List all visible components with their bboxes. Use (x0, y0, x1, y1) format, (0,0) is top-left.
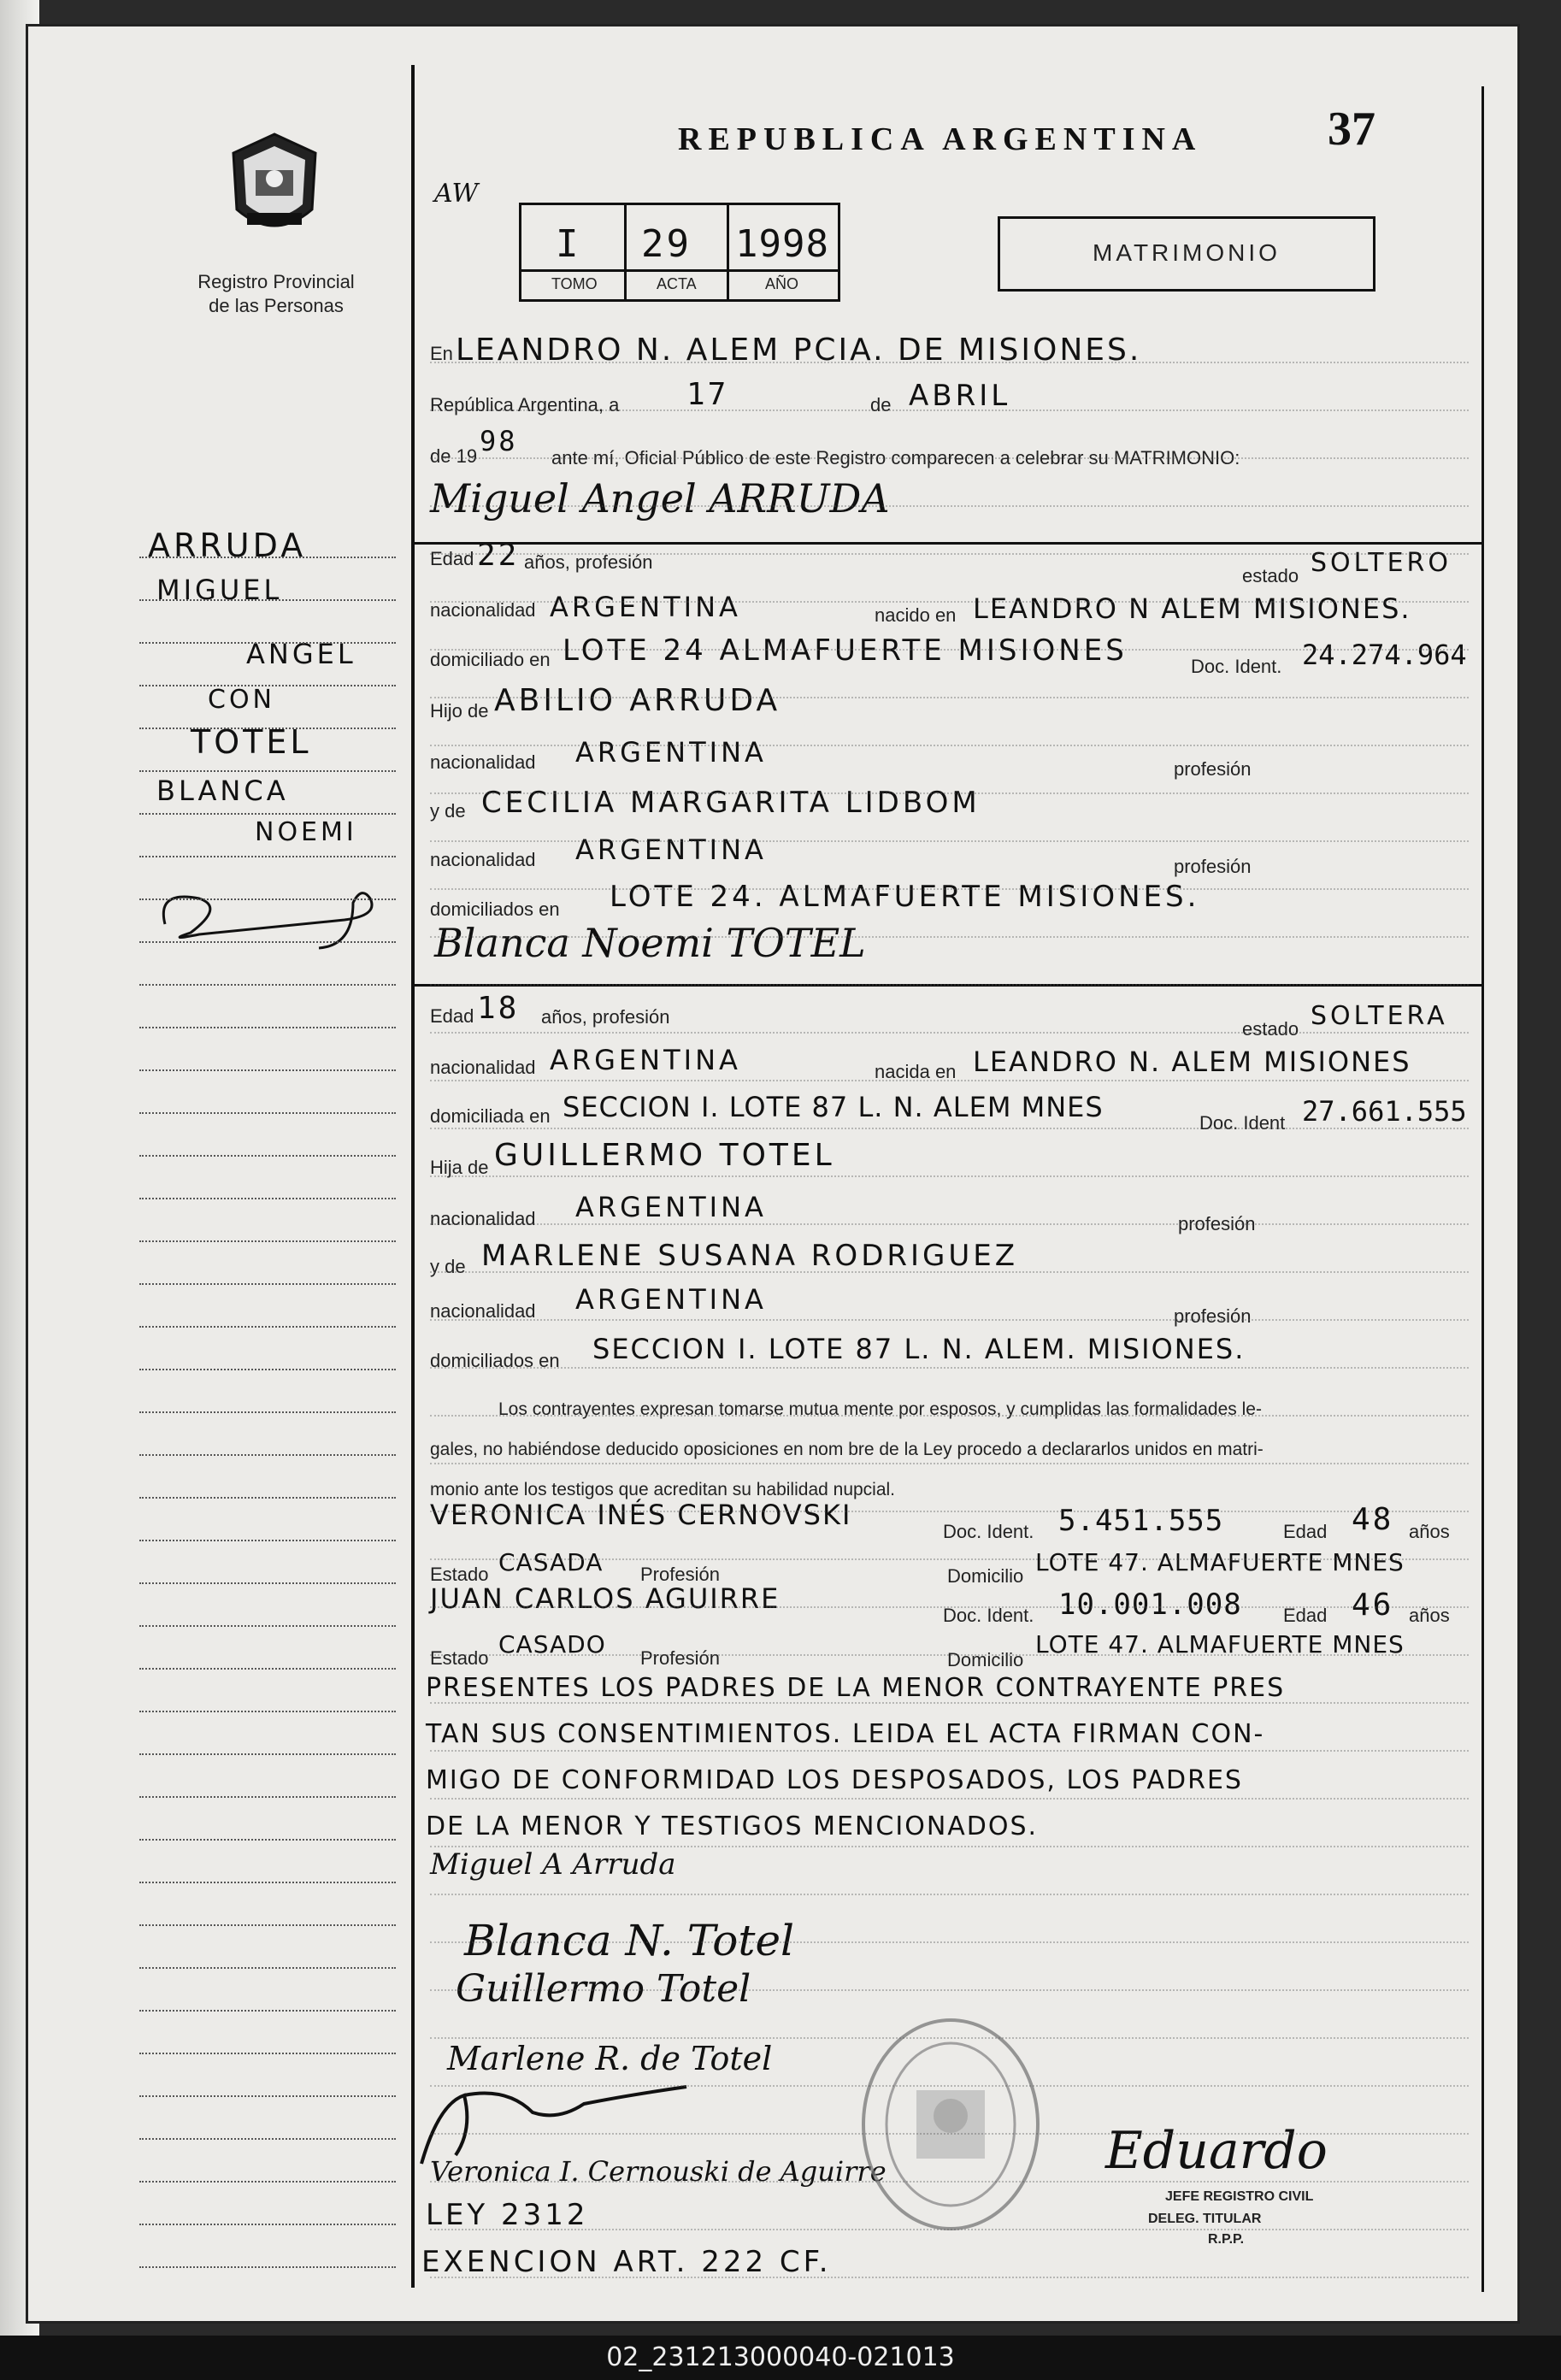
form-guide-line (430, 2133, 1469, 2135)
form-guide-line (430, 1080, 1469, 1081)
margin-guide-line (139, 1882, 396, 1883)
witness-2-domicilio: LOTE 47. ALMAFUERTE MNES (1035, 1630, 1405, 1658)
groom-father-prof-label: profesión (1174, 758, 1252, 780)
margin-guide-line (139, 2224, 396, 2225)
witness-1-doc: 5.451.555 (1058, 1504, 1224, 1538)
exemption-note: EXENCION ART. 222 CF. (421, 2245, 832, 2279)
form-guide-line (430, 1798, 1469, 1800)
year-prefix: de 19 (430, 445, 478, 467)
margin-guide-line (139, 770, 396, 772)
statement: ante mí, Oficial Público de este Registro comparecen a celebrar su MATRIMONIO: (551, 447, 1240, 468)
groom-nac: ARGENTINA (550, 591, 741, 623)
margin-guide-line (139, 1069, 396, 1071)
groom-mother: CECILIA MARGARITA LIDBOM (481, 786, 981, 820)
law-note: LEY 2312 (426, 2198, 589, 2232)
formula-line-2: gales, no habiéndose deducido oposiciones en nom bre de la Ley procedo a declararlos unidos en matri- (430, 1440, 1264, 1459)
margin-guide-line (139, 599, 396, 601)
form-guide-line (430, 409, 1469, 411)
groom-father-nac: ARGENTINA (575, 736, 767, 769)
place: LEANDRO N. ALEM PCIA. DE MISIONES. (456, 333, 1142, 368)
groom-parents-domicilio: LOTE 24. ALMAFUERTE MISIONES. (610, 880, 1200, 914)
form-guide-line (430, 1319, 1469, 1321)
margin-guide-line (139, 1369, 396, 1370)
form-guide-line (430, 1415, 1469, 1417)
groom-nac-label: nacionalidad (430, 599, 536, 621)
margin-guide-line (139, 1283, 396, 1285)
margin-guide-line (139, 1711, 396, 1712)
form-guide-line (430, 1558, 1469, 1560)
witness-2-doc-label: Doc. Ident. (943, 1605, 1034, 1626)
page-number: 37 (1328, 103, 1375, 156)
anio-value: 1998 (735, 222, 829, 266)
form-guide-line (430, 457, 1469, 459)
bride-edad-label: Edad (430, 1005, 474, 1027)
form-guide-line (430, 553, 1469, 555)
witness-1-age: 48 (1352, 1502, 1394, 1537)
margin-groom-first: MIGUEL (156, 574, 283, 606)
margin-guide-line (139, 1924, 396, 1926)
margin-bride-first: BLANCA (156, 775, 289, 807)
form-guide-line (430, 792, 1469, 794)
witness-2-age: 46 (1352, 1588, 1394, 1623)
witness-2-estado: CASADO (498, 1630, 606, 1658)
form-guide-line (430, 1941, 1469, 1943)
de-label: de (870, 394, 892, 415)
note-line-3: MIGO DE CONFORMIDAD LOS DESPOSADOS, LOS PADRES (426, 1765, 1243, 1795)
margin-guide-line (139, 1540, 396, 1541)
tomo-label: TOMO (551, 275, 598, 292)
groom-birthplace: LEANDRO N ALEM MISIONES. (973, 592, 1411, 625)
margin-guide-line (139, 1796, 396, 1798)
en-label: En (430, 343, 453, 364)
margin-guide-line (139, 856, 396, 857)
margin-guide-line (139, 1582, 396, 1584)
margin-guide-line (139, 2266, 396, 2268)
column-divider (411, 65, 415, 2288)
margin-groom-second: ANGEL (246, 638, 356, 670)
form-guide-line (430, 888, 1469, 890)
groom-nacido-label: nacido en (875, 604, 957, 626)
witness-1-doc-label: Doc. Ident. (943, 1521, 1034, 1542)
margin-guide-line (139, 1112, 396, 1114)
groom-section-top (413, 542, 1481, 545)
groom-father: ABILIO ARRUDA (494, 683, 781, 718)
margin-bride-second: NOEMI (255, 817, 357, 847)
country-title: REPUBLICA ARGENTINA (678, 121, 1203, 157)
signature-witness2: Veronica I. Cernouski de Aguirre (430, 2155, 887, 2188)
form-guide-line (430, 1128, 1469, 1129)
acta-label: ACTA (657, 275, 697, 292)
bride-father-nac: ARGENTINA (575, 1191, 767, 1223)
bride-parents-dom-label: domiciliados en (430, 1350, 560, 1371)
groom-domicilio: LOTE 24 ALMAFUERTE MISIONES (563, 633, 1128, 668)
margin-guide-line (139, 1326, 396, 1328)
bride-hija-label: Hija de (430, 1157, 489, 1178)
witness-1-domicilio-label: Domicilio (947, 1565, 1024, 1587)
margin-guide-line (139, 1625, 396, 1627)
form-guide-line (430, 505, 1469, 507)
groom-estado: SOLTERO (1311, 548, 1452, 578)
form-guide-line (430, 1654, 1469, 1656)
groom-doc-label: Doc. Ident. (1191, 656, 1282, 677)
stamp-code: R.P.P. (1208, 2232, 1245, 2247)
form-guide-line (430, 984, 1469, 986)
bride-mother-prof-label: profesión (1174, 1305, 1252, 1327)
groom-full-name: Miguel Angel ARRUDA (430, 475, 890, 521)
form-guide-line (430, 649, 1469, 651)
witness-1-estado: CASADA (498, 1548, 604, 1576)
margin-guide-line (139, 2095, 396, 2097)
document-page (26, 24, 1520, 2324)
signature-groom: Miguel A Arruda (430, 1847, 676, 1882)
form-guide-line (430, 1223, 1469, 1225)
margin-guide-line (139, 1497, 396, 1499)
bride-estado: SOLTERA (1311, 1001, 1448, 1031)
margin-guide-line (139, 1454, 396, 1456)
form-guide-line (430, 936, 1469, 938)
margin-guide-line (139, 2181, 396, 2183)
signature-bride: Blanca N. Totel (464, 1916, 795, 1965)
note-line-4: DE LA MENOR Y TESTIGOS MENCIONADOS. (426, 1812, 1039, 1841)
form-guide-line (430, 1463, 1469, 1464)
month: ABRIL (909, 379, 1011, 413)
formula-line-1: Los contrayentes expresan tomarse mutua mente por esposos, y cumplidas las formalidades le- (498, 1399, 1262, 1419)
form-guide-line (430, 2181, 1469, 2183)
margin-guide-line (139, 984, 396, 986)
witness-2-estado-label: Estado (430, 1647, 489, 1669)
bride-nac: ARGENTINA (550, 1044, 741, 1076)
form-guide-line (430, 1032, 1469, 1034)
witness-1-estado-label: Estado (430, 1564, 489, 1585)
form-guide-line (430, 1750, 1469, 1752)
republica-label: República Argentina, a (430, 394, 620, 415)
margin-con: CON (208, 685, 276, 715)
margin-guide-line (139, 2138, 396, 2140)
signature-official: Eduardo (1105, 2121, 1328, 2181)
bride-father-nac-label: nacionalidad (430, 1208, 536, 1229)
groom-father-nac-label: nacionalidad (430, 751, 536, 773)
margin-groom-surname: ARRUDA (148, 527, 307, 564)
witness-2-profesion-label: Profesión (640, 1647, 720, 1669)
form-guide-line (430, 840, 1469, 842)
note-line-2: TAN SUS CONSENTIMIENTOS. LEIDA EL ACTA FIRMAN CON- (426, 1719, 1265, 1749)
margin-guide-line (139, 2053, 396, 2054)
bride-full-name: Blanca Noemi TOTEL (434, 920, 866, 966)
margin-guide-line (139, 1240, 396, 1242)
groom-yde-label: y de (430, 800, 466, 822)
coat-of-arms-icon (223, 127, 326, 247)
tomo-value: I (556, 222, 581, 266)
margin-guide-line (139, 898, 396, 900)
bride-doc-label: Doc. Ident (1199, 1112, 1286, 1134)
stamp-title: JEFE REGISTRO CIVIL (1165, 2189, 1314, 2204)
margin-guide-line (139, 813, 396, 815)
initials: AW (434, 179, 479, 209)
margin-guide-line (139, 941, 396, 943)
bride-mother: MARLENE SUSANA RODRIGUEZ (481, 1239, 1019, 1273)
form-guide-line (430, 1271, 1469, 1273)
groom-profesion-label: años, profesión (524, 551, 653, 573)
bride-mother-nac: ARGENTINA (575, 1283, 767, 1316)
margin-guide-line (139, 2010, 396, 2012)
record-index-box (519, 203, 840, 302)
bride-nacida-label: nacida en (875, 1061, 957, 1082)
margin-guide-line (139, 1198, 396, 1199)
scan-caption: 02_231213000040-021013 (0, 2336, 1561, 2380)
witness-2-name: JUAN CARLOS AGUIRRE (430, 1582, 780, 1615)
note-line-1: PRESENTES LOS PADRES DE LA MENOR CONTRAYENTE PRES (426, 1673, 1286, 1703)
anio-label: AÑO (765, 275, 799, 292)
witness-1-domicilio: LOTE 47. ALMAFUERTE MNES (1035, 1548, 1405, 1576)
seal-emblem-icon (865, 2022, 1036, 2227)
formula-line-3: monio ante los testigos que acreditan su habilidad nupcial. (430, 1480, 896, 1499)
signature-mother: Marlene R. de Totel (447, 2040, 773, 2077)
margin-guide-line (139, 1155, 396, 1157)
groom-doc: 24.274.964 (1302, 639, 1467, 671)
form-guide-line (430, 2229, 1469, 2230)
bride-father-prof-label: profesión (1178, 1213, 1256, 1234)
registry-emblem (223, 127, 326, 247)
witness-2-domicilio-label: Domicilio (947, 1649, 1024, 1670)
witness-1-anos-label: años (1409, 1521, 1450, 1542)
bride-estado-label: estado (1242, 1018, 1299, 1040)
stamp-delegation: DELEG. TITULAR (1148, 2212, 1262, 2226)
margin-guide-line (139, 557, 396, 558)
form-guide-line (430, 745, 1469, 746)
bride-nac-label: nacionalidad (430, 1057, 536, 1078)
bride-profesion-label: años, profesión (541, 1006, 670, 1028)
form-guide-line (430, 1989, 1469, 1991)
groom-edad-label: Edad (430, 548, 474, 569)
record-type: MATRIMONIO (1093, 239, 1281, 266)
record-type-box (998, 216, 1375, 292)
margin-bride-surname: TOTEL (191, 723, 312, 761)
form-guide-line (430, 1606, 1469, 1608)
groom-mother-nac-label: nacionalidad (430, 849, 536, 870)
groom-hijo-label: Hijo de (430, 700, 489, 722)
official-seal (862, 2018, 1040, 2230)
form-guide-line (430, 362, 1469, 363)
acta-value: 29 (641, 222, 692, 266)
day: 17 (686, 377, 729, 412)
witness-2-doc: 10.001.008 (1058, 1588, 1242, 1622)
form-guide-line (430, 2277, 1469, 2278)
bride-dom-label: domiciliada en (430, 1105, 551, 1127)
signature-father: Guillermo Totel (456, 1967, 751, 2011)
bride-birthplace: LEANDRO N. ALEM MISIONES (973, 1046, 1411, 1078)
form-guide-line (430, 1894, 1469, 1895)
bride-doc: 27.661.555 (1302, 1095, 1467, 1128)
bride-age: 18 (477, 991, 520, 1026)
groom-age: 22 (477, 538, 520, 573)
year: 98 (480, 425, 518, 457)
bride-mother-nac-label: nacionalidad (430, 1300, 536, 1322)
form-guide-line (430, 1367, 1469, 1369)
form-guide-line (430, 697, 1469, 698)
bride-father: GUILLERMO TOTEL (494, 1138, 835, 1173)
groom-mother-nac: ARGENTINA (575, 834, 767, 866)
form-guide-line (430, 1702, 1469, 1704)
margin-guide-line (139, 1839, 396, 1841)
form-guide-line (430, 2037, 1469, 2039)
witness-2-edad-label: Edad (1283, 1605, 1328, 1626)
margin-guide-line (139, 1411, 396, 1413)
bride-parents-domicilio: SECCION I. LOTE 87 L. N. ALEM. MISIONES. (592, 1333, 1246, 1365)
groom-mother-prof-label: profesión (1174, 856, 1252, 877)
witness-1-edad-label: Edad (1283, 1521, 1328, 1542)
groom-dom-label: domiciliado en (430, 649, 551, 670)
groom-estado-label: estado (1242, 565, 1299, 586)
witness-2-anos-label: años (1409, 1605, 1450, 1626)
bride-yde-label: y de (430, 1256, 466, 1277)
form-guide-line (430, 1511, 1469, 1512)
form-guide-line (430, 601, 1469, 603)
margin-guide-line (139, 1967, 396, 1969)
right-border (1481, 86, 1484, 2292)
margin-guide-line (139, 685, 396, 686)
registry-name: Registro Provincial de las Personas (197, 271, 355, 316)
bride-domicilio: SECCION I. LOTE 87 L. N. ALEM MNES (563, 1091, 1104, 1123)
margin-guide-line (139, 1753, 396, 1755)
witness-1-profesion-label: Profesión (640, 1564, 720, 1585)
groom-parents-dom-label: domiciliados en (430, 898, 560, 920)
witness-1-name: VERONICA INÉS CERNOVSKI (430, 1499, 852, 1531)
margin-guide-line (139, 1668, 396, 1670)
form-guide-line (430, 2085, 1469, 2087)
form-guide-line (430, 1175, 1469, 1177)
form-guide-line (430, 1846, 1469, 1847)
margin-guide-line (139, 642, 396, 644)
margin-flourish-icon (148, 873, 404, 958)
margin-guide-line (139, 728, 396, 729)
margin-guide-line (139, 1027, 396, 1028)
